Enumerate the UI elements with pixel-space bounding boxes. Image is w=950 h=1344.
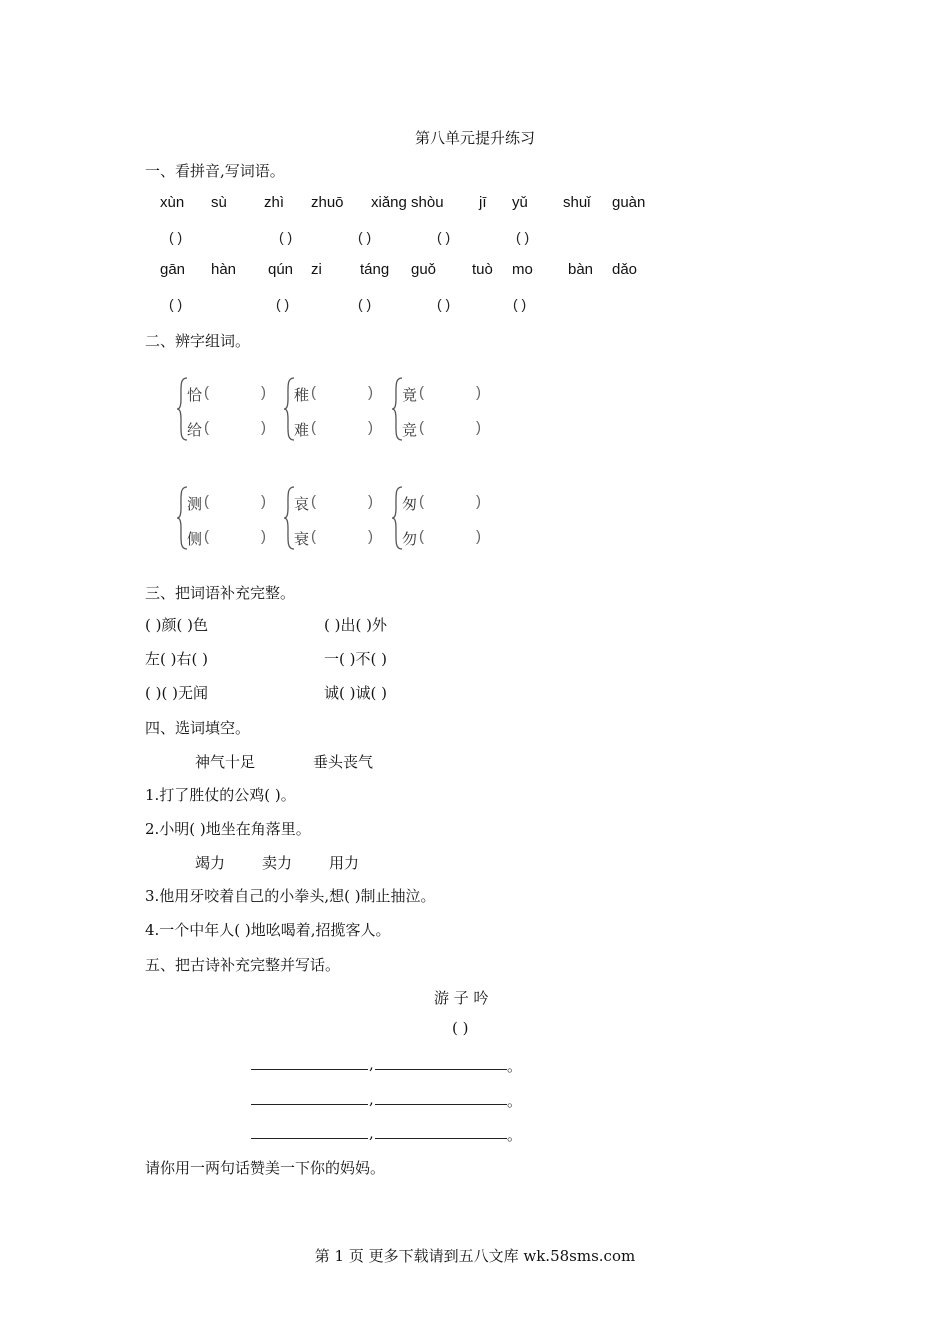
paren-left: (: [419, 419, 424, 436]
idiom-blank[interactable]: 诚( )诚( ): [324, 684, 387, 702]
pinyin-guo: guǒ: [411, 261, 437, 278]
char-group-6: [391, 485, 491, 555]
char: 侧: [187, 530, 203, 548]
char-group-2: [283, 376, 383, 446]
period: 。: [507, 1092, 523, 1110]
answer-paren[interactable]: ( ): [169, 229, 183, 245]
idiom-blank[interactable]: ( )颜( )色: [145, 616, 208, 634]
pinyin-qun: qún: [268, 261, 294, 278]
paren-right: ): [261, 384, 266, 401]
paren-right: ): [476, 493, 481, 510]
poem-author-blank[interactable]: ( ): [452, 1019, 469, 1037]
comma: ,: [369, 1124, 374, 1142]
paren-right: ): [368, 493, 373, 510]
paren-left: (: [204, 419, 209, 436]
paren-right: ): [261, 528, 266, 545]
answer-paren[interactable]: ( ): [516, 229, 530, 245]
pinyin-zhuo: zhuō: [311, 194, 344, 211]
answer-paren[interactable]: ( ): [437, 229, 451, 245]
poem-line-blank[interactable]: [375, 1069, 507, 1070]
paren-left: (: [419, 528, 424, 545]
char-group-4: [176, 485, 276, 555]
answer-paren[interactable]: ( ): [279, 229, 293, 245]
paren-left: (: [204, 493, 209, 510]
paren-left: (: [311, 528, 316, 545]
word-option: 用力: [329, 854, 360, 872]
pinyin-ji: jī: [479, 194, 487, 211]
char-group-1: [176, 376, 276, 446]
answer-paren[interactable]: ( ): [437, 296, 451, 312]
section-3-heading: 三、把词语补充完整。: [145, 584, 296, 602]
period: 。: [507, 1057, 523, 1075]
paren-left: (: [311, 384, 316, 401]
pinyin-xiangshou: xiǎng shòu: [371, 194, 444, 211]
poem-line-blank[interactable]: [251, 1138, 368, 1139]
answer-paren[interactable]: ( ): [276, 296, 290, 312]
comma: ,: [369, 1090, 374, 1108]
paren-left: (: [311, 493, 316, 510]
answer-paren[interactable]: ( ): [358, 296, 372, 312]
pinyin-su: sù: [211, 194, 227, 211]
section-5-heading: 五、把古诗补充完整并写话。: [145, 956, 341, 974]
paren-right: ): [261, 493, 266, 510]
char: 难: [294, 421, 310, 439]
pinyin-han: hàn: [211, 261, 237, 278]
char: 竞: [402, 421, 418, 439]
idiom-blank[interactable]: 左( )右( ): [145, 650, 208, 668]
char: 衰: [294, 530, 310, 548]
paren-right: ): [368, 528, 373, 545]
paren-right: ): [476, 419, 481, 436]
pinyin-ban: bàn: [568, 261, 594, 278]
word-option: 垂头丧气: [313, 753, 374, 771]
word-option: 竭力: [195, 854, 226, 872]
paren-left: (: [419, 493, 424, 510]
page-footer: 第 1 页 更多下载请到五八文库 wk.58sms.com: [314, 1247, 636, 1265]
idiom-blank[interactable]: ( )( )无闻: [145, 684, 208, 702]
paren-left: (: [419, 384, 424, 401]
pinyin-zhi: zhì: [264, 194, 285, 211]
pinyin-tuo: tuò: [472, 261, 493, 278]
poem-line-blank[interactable]: [251, 1069, 368, 1070]
writing-prompt: 请你用一两句话赞美一下你的妈妈。: [145, 1159, 386, 1177]
poem-line-blank[interactable]: [251, 1104, 368, 1105]
paren-right: ): [368, 384, 373, 401]
idiom-blank[interactable]: ( )出( )外: [324, 616, 387, 634]
paren-right: ): [261, 419, 266, 436]
paren-left: (: [204, 528, 209, 545]
char: 恰: [187, 386, 203, 404]
pinyin-xun: xùn: [160, 194, 185, 211]
char: 匆: [402, 495, 418, 513]
poem-line-blank[interactable]: [375, 1104, 507, 1105]
answer-paren[interactable]: ( ): [169, 296, 183, 312]
char: 测: [187, 495, 203, 513]
section-2-heading: 二、辨字组词。: [145, 332, 251, 350]
paren-right: ): [368, 419, 373, 436]
comma: ,: [369, 1055, 374, 1073]
word-option: 神气十足: [195, 753, 256, 771]
paren-left: (: [204, 384, 209, 401]
char: 勿: [402, 530, 418, 548]
char: 给: [187, 421, 203, 439]
pinyin-yu: yǔ: [512, 194, 528, 211]
poem-line-blank[interactable]: [375, 1138, 507, 1139]
char: 稚: [294, 386, 310, 404]
question-2[interactable]: 2.小明( )地坐在角落里。: [145, 820, 311, 838]
answer-paren[interactable]: ( ): [358, 229, 372, 245]
pinyin-mo: mo: [512, 261, 533, 278]
pinyin-gan: gān: [160, 261, 186, 278]
char-group-3: [391, 376, 491, 446]
poem-title: 游 子 吟: [434, 989, 489, 1007]
page-title: 第八单元提升练习: [414, 129, 535, 147]
question-4[interactable]: 4.一个中年人( )地吆喝着,招揽客人。: [145, 921, 391, 939]
pinyin-zi: zi: [311, 261, 322, 278]
question-1[interactable]: 1.打了胜仗的公鸡( )。: [145, 786, 296, 804]
section-1-heading: 一、看拼音,写词语。: [145, 162, 285, 180]
period: 。: [507, 1126, 523, 1144]
char: 竟: [402, 386, 418, 404]
section-4-heading: 四、选词填空。: [145, 719, 251, 737]
pinyin-tang: táng: [360, 261, 390, 278]
pinyin-guan: guàn: [612, 194, 646, 211]
paren-right: ): [476, 384, 481, 401]
answer-paren[interactable]: ( ): [513, 296, 527, 312]
char: 哀: [294, 495, 310, 513]
paren-left: (: [311, 419, 316, 436]
pinyin-dao: dǎo: [612, 261, 638, 278]
word-option: 卖力: [262, 854, 293, 872]
char-group-5: [283, 485, 383, 555]
idiom-blank[interactable]: 一( )不( ): [324, 650, 387, 668]
pinyin-shui: shuǐ: [563, 194, 591, 211]
question-3[interactable]: 3.他用牙咬着自己的小拳头,想( )制止抽泣。: [145, 887, 436, 905]
paren-right: ): [476, 528, 481, 545]
